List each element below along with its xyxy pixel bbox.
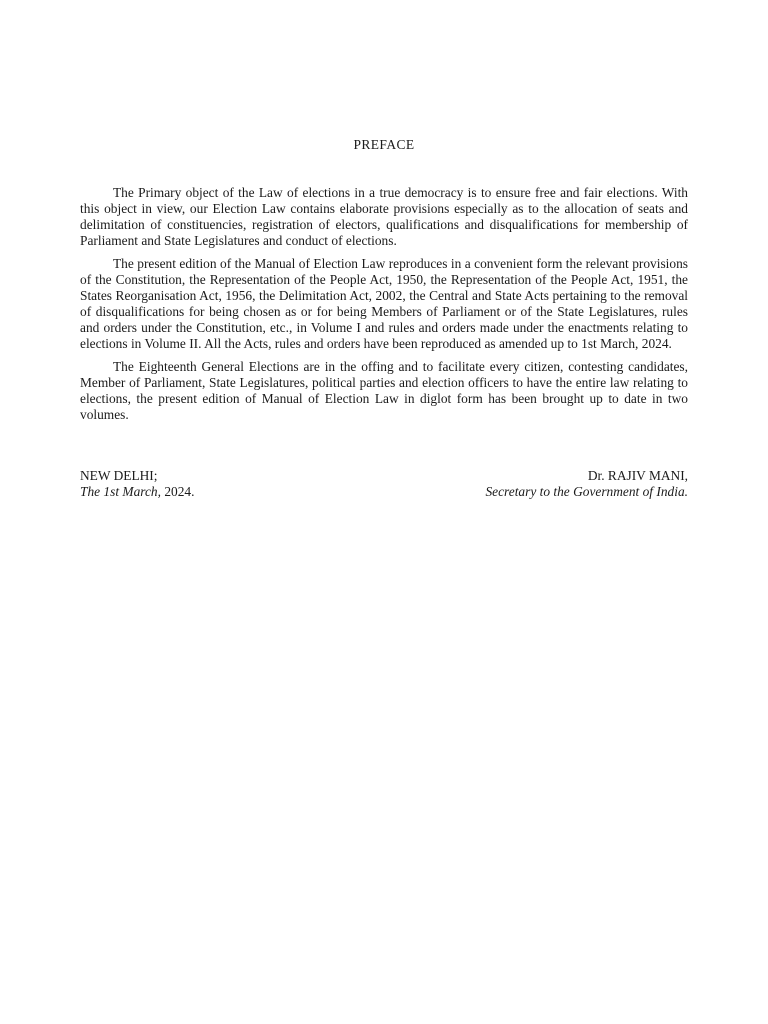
signature-date-year: 2024.: [164, 484, 195, 499]
signatory-name: Dr. RAJIV MANI,: [587, 468, 688, 483]
signature-place: NEW DELHI;: [80, 468, 158, 483]
signatory-title: Secretary to the Government of India.: [485, 484, 688, 499]
signatory: [485, 468, 688, 500]
signature-date: [80, 484, 194, 500]
paragraph-3: The Eighteenth General Elections are in the offing and to facilitate every citizen, contesting candidates, Member of Parliament, State Legislatures, political parties and election officers to have the entire law relating to elections, the present edition of Manual of Election Law in diglot form has been brought up to date in two volumes.: [80, 359, 688, 422]
paragraph-1: The Primary object of the Law of elections in a true democracy is to ensure free and fair elections. With this object in view, our Election Law contains elaborate provisions especially as to the allocation of seats and delimitation of constituencies, registration of electors, qualifications and disqualifications for membership of Parliament and State Legislatures and conduct of elections.: [80, 185, 688, 248]
page-title: PREFACE: [353, 137, 415, 152]
paragraph-2: The present edition of the Manual of Election Law reproduces in a convenient form the relevant provisions of the Constitution, the Representation of the People Act, 1950, the Representation of the People Act, 1951, the States Reorganisation Act, 1956, the Delimitation Act, 2002, the Central and State Acts pertaining to the removal of disqualifications for being chosen as or for being Members of Parliament or of the State Legislatures, rules and orders under the Constitution, etc., in Volume I and rules and orders made under the enactments relating to elections in Volume II. All the Acts, rules and orders have been reproduced as amended up to 1st March, 2024.: [80, 256, 688, 351]
signature-place-date: [80, 468, 194, 500]
signature-date-italic: The 1st March,: [80, 484, 161, 499]
page-content: [0, 0, 768, 500]
signature-block: [80, 468, 688, 500]
